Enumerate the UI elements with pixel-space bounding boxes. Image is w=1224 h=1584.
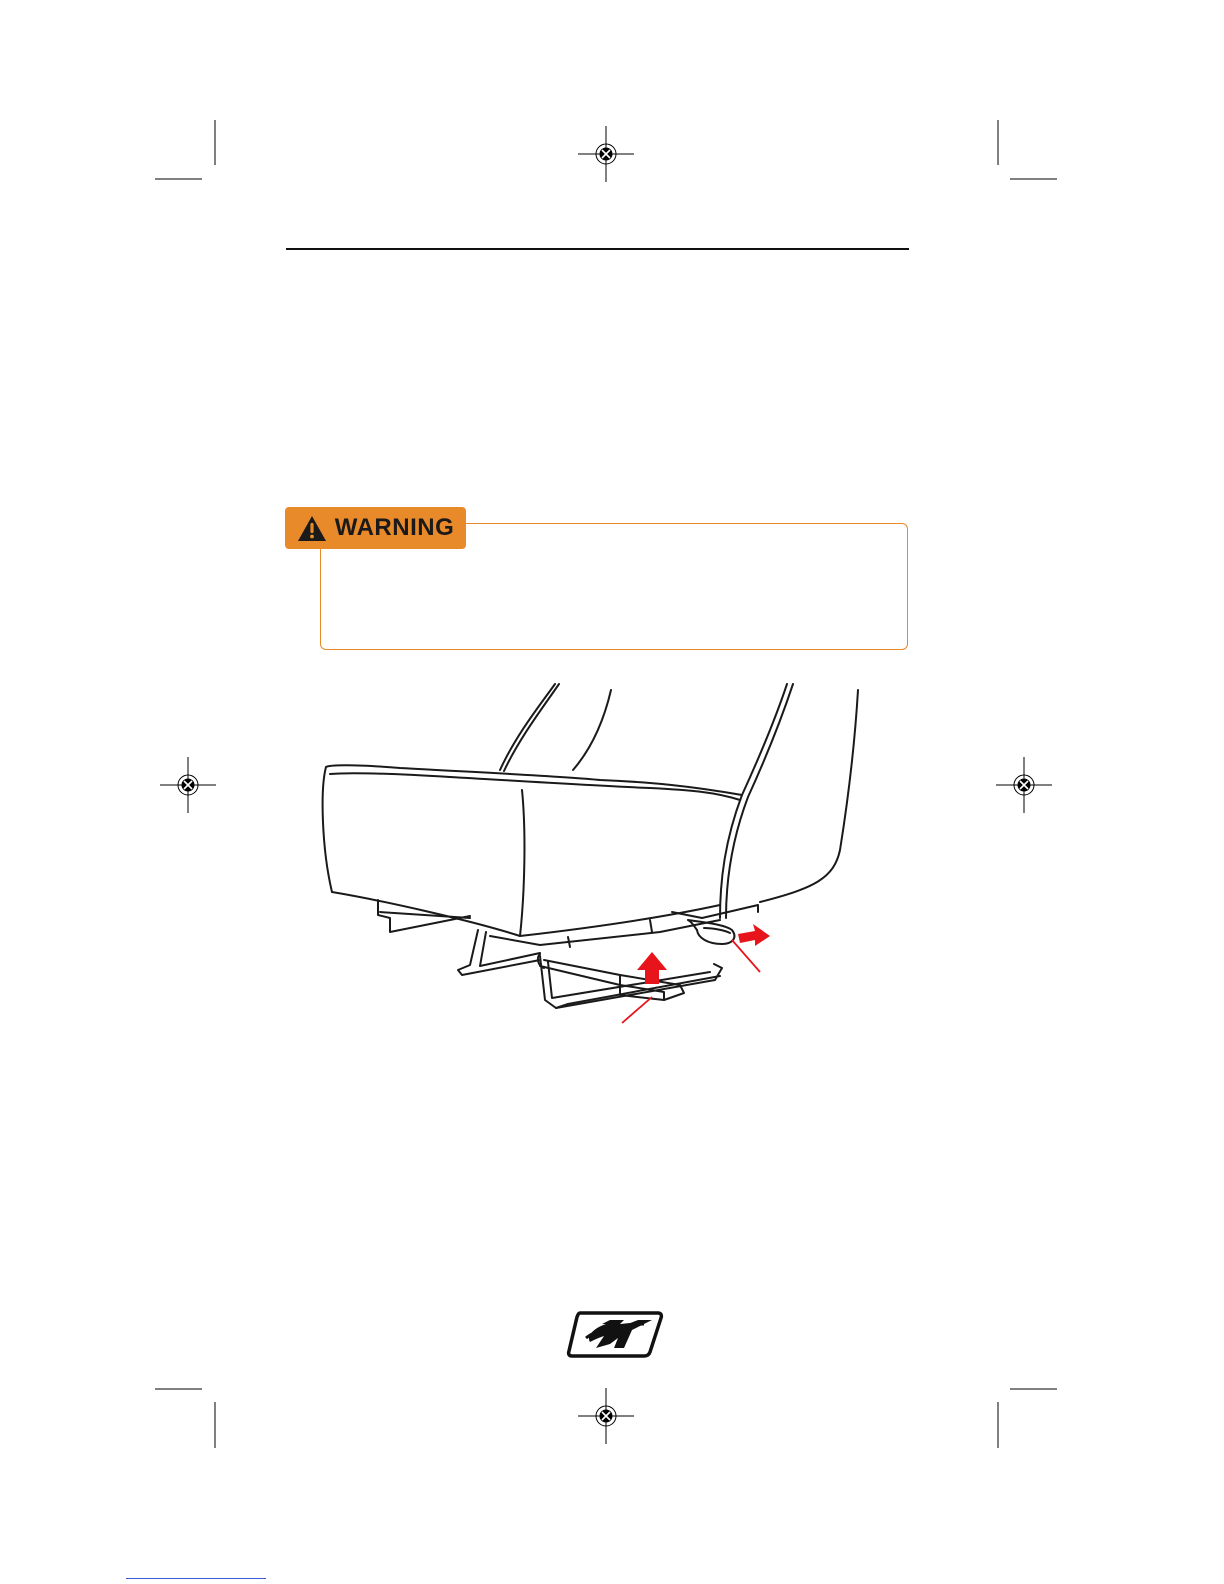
bottom-rule [126,1578,266,1579]
registration-mark-bottom-icon [578,1388,634,1444]
nautique-logo-icon [566,1310,664,1358]
red-arrow-right-icon [738,924,770,946]
registration-mark-left-icon [160,757,216,813]
registration-mark-right-icon [996,757,1052,813]
warning-tab [285,507,466,549]
seat-illustration [300,675,900,1035]
header-rule [286,248,909,250]
warning-triangle-icon [297,515,327,542]
registration-mark-top-icon [578,126,634,182]
warning-label: WARNING [334,514,455,541]
